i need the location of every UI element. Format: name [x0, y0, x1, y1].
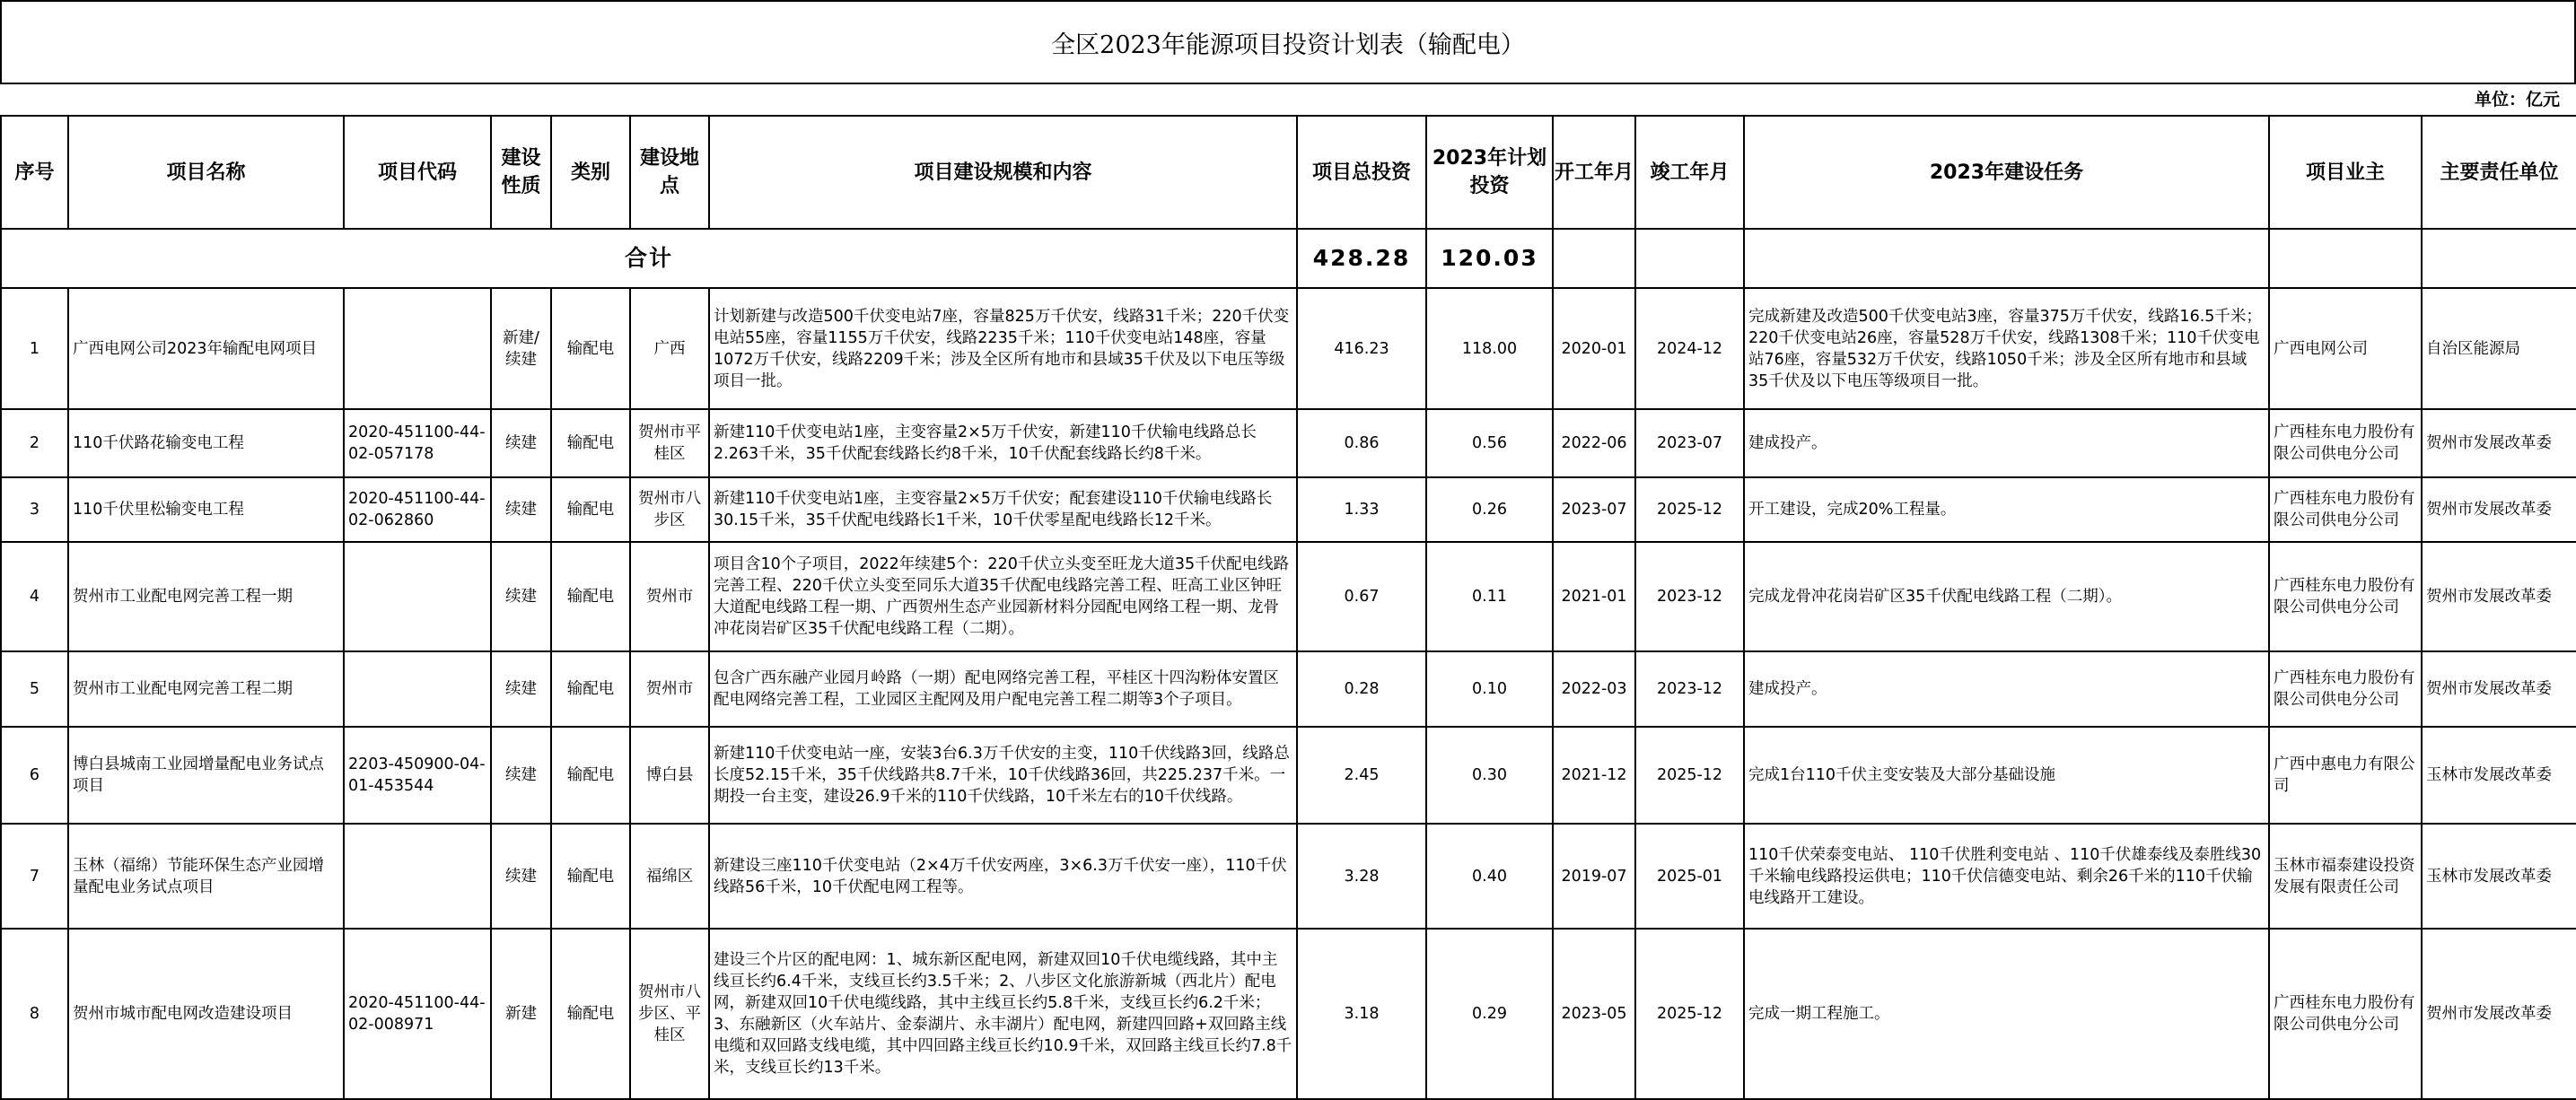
table-row [1, 288, 2576, 409]
cell-code: 2020-451100-44-02-057178 [344, 409, 491, 477]
cell-name: 广西电网公司2023年输配电网项目 [68, 288, 344, 409]
unit-label: 单位：亿元 [2474, 90, 2560, 109]
header-type: 类别 [551, 116, 630, 229]
cell-resp: 玉林市发展改革委 [2422, 727, 2576, 824]
table-row [1, 409, 2576, 477]
cell-seq: 6 [1, 727, 68, 824]
cell-start: 2020-01 [1553, 288, 1635, 409]
cell-name: 110千伏路花输变电工程 [68, 409, 344, 477]
total-invest-sum: 428.28 [1297, 229, 1426, 288]
cell-nature: 续建 [491, 409, 551, 477]
cell-seq: 2 [1, 409, 68, 477]
cell-scale: 新建110千伏变电站一座，安装3台6.3万千伏安的主变，110千伏线路3回，线路总长度52.15千米，35千伏线路共8.7千米，10千伏线路36回，共225.237千米。一期投一台主变，建设26.9千米的110千伏线路，10千米左右的10千伏线路。 [709, 727, 1297, 824]
cell-task-2023: 开工建设，完成20%工程量。 [1744, 477, 2269, 542]
cell-task-2023: 建成投产。 [1744, 651, 2269, 727]
cell-total-invest: 0.28 [1297, 651, 1426, 727]
cell-type: 输配电 [551, 651, 630, 727]
cell-name: 博白县城南工业园增量配电业务试点项目 [68, 727, 344, 824]
cell-plan-2023: 118.00 [1426, 288, 1553, 409]
header-name: 项目名称 [68, 116, 344, 229]
cell-task-2023: 完成龙骨冲花岗岩矿区35千伏配电线路工程（二期）。 [1744, 542, 2269, 651]
cell-owner: 广西桂东电力股份有限公司供电分公司 [2269, 929, 2422, 1099]
cell-location: 贺州市八步区、平桂区 [630, 929, 709, 1099]
cell-scale: 新建110千伏变电站1座，主变容量2×5万千伏安；配套建设110千伏输电线路长30.15千米，35千伏配电线路长1千米，10千伏零星配电线路长12千米。 [709, 477, 1297, 542]
header-total-invest: 项目总投资 [1297, 116, 1426, 229]
header-owner: 项目业主 [2269, 116, 2422, 229]
cell-code [344, 288, 491, 409]
cell-resp: 贺州市发展改革委 [2422, 651, 2576, 727]
cell-name: 贺州市工业配电网完善工程一期 [68, 542, 344, 651]
cell-plan-2023: 0.26 [1426, 477, 1553, 542]
cell-seq: 1 [1, 288, 68, 409]
header-code: 项目代码 [344, 116, 491, 229]
cell-plan-2023: 0.11 [1426, 542, 1553, 651]
cell-code: 2203-450900-04-01-453544 [344, 727, 491, 824]
table-row [1, 542, 2576, 651]
cell-owner: 广西桂东电力股份有限公司供电分公司 [2269, 542, 2422, 651]
cell-scale: 包含广西东融产业园月岭路（一期）配电网络完善工程，平桂区十四沟粉体安置区配电网络完善工程，工业园区主配网及用户配电完善工程二期等3个子项目。 [709, 651, 1297, 727]
cell-finish: 2023-12 [1635, 651, 1744, 727]
cell-seq: 5 [1, 651, 68, 727]
table-row [1, 929, 2576, 1099]
cell-scale: 新建110千伏变电站1座，主变容量2×5万千伏安，新建110千伏输电线路总长2.263千米，35千伏配套线路长约8千米，10千伏配套线路长约8千米。 [709, 409, 1297, 477]
cell-finish: 2025-12 [1635, 727, 1744, 824]
cell-start: 2022-03 [1553, 651, 1635, 727]
total-row [1, 229, 2576, 288]
cell-task-2023: 完成1台110千伏主变安装及大部分基础设施 [1744, 727, 2269, 824]
cell-resp: 贺州市发展改革委 [2422, 929, 2576, 1099]
header-row [1, 116, 2576, 229]
cell-total-invest: 3.28 [1297, 824, 1426, 929]
cell-plan-2023: 0.30 [1426, 727, 1553, 824]
cell-total-invest: 416.23 [1297, 288, 1426, 409]
cell-nature: 新建/续建 [491, 288, 551, 409]
cell-name: 贺州市城市配电网改造建设项目 [68, 929, 344, 1099]
cell-scale: 项目含10个子项目，2022年续建5个：220千伏立头变至旺龙大道35千伏配电线路完善工程、220千伏立头变至同乐大道35千伏配电线路完善工程、旺高工业区钟旺大道配电线路工程一期、广西贺州生态产业园新材料分园配电网络工程一期、龙骨冲花岗岩矿区35千伏配电线路工程（二期）。 [709, 542, 1297, 651]
cell-total-invest: 2.45 [1297, 727, 1426, 824]
cell-start: 2021-01 [1553, 542, 1635, 651]
header-seq: 序号 [1, 116, 68, 229]
cell-finish: 2023-07 [1635, 409, 1744, 477]
cell-location: 贺州市八步区 [630, 477, 709, 542]
cell-total-invest: 1.33 [1297, 477, 1426, 542]
cell-plan-2023: 0.10 [1426, 651, 1553, 727]
cell-name: 贺州市工业配电网完善工程二期 [68, 651, 344, 727]
cell-plan-2023: 0.56 [1426, 409, 1553, 477]
cell-type: 输配电 [551, 288, 630, 409]
cell-finish: 2025-12 [1635, 929, 1744, 1099]
cell-owner: 广西桂东电力股份有限公司供电分公司 [2269, 409, 2422, 477]
cell-name: 玉林（福绵）节能环保生态产业园增量配电业务试点项目 [68, 824, 344, 929]
cell-type: 输配电 [551, 824, 630, 929]
cell-scale: 建设三个片区的配电网：1、城东新区配电网，新建双回10千伏电缆线路，其中主线亘长约6.4千米，支线亘长约3.5千米；2、八步区文化旅游新城（西北片）配电网，新建双回10千伏电缆线路，其中主线亘长约5.8千米，支线亘长约6.2千米；3、东融新区（火车站片、金泰湖片、永丰湖片）配电网，新建四回路+双回路主线电缆和双回路支线电缆，其中四回路主线亘长约10.9千米，双回路主线亘长约7.8千米，支线亘长约13千米。 [709, 929, 1297, 1099]
cell-resp: 自治区能源局 [2422, 288, 2576, 409]
header-finish: 竣工年月 [1635, 116, 1744, 229]
header-nature: 建设性质 [491, 116, 551, 229]
cell-owner: 广西桂东电力股份有限公司供电分公司 [2269, 477, 2422, 542]
table-row [1, 651, 2576, 727]
cell-seq: 3 [1, 477, 68, 542]
table-row [1, 727, 2576, 824]
cell-resp: 玉林市发展改革委 [2422, 824, 2576, 929]
cell-resp: 贺州市发展改革委 [2422, 409, 2576, 477]
cell-seq: 7 [1, 824, 68, 929]
cell-type: 输配电 [551, 727, 630, 824]
cell-code [344, 542, 491, 651]
cell-nature: 续建 [491, 477, 551, 542]
cell-start: 2023-07 [1553, 477, 1635, 542]
cell-task-2023: 110千伏荣泰变电站、 110千伏胜利变电站 、110千伏雄泰线及泰胜线30千米输电线路投运供电；110千伏信德变电站、剩余26千米的110千伏输电线路开工建设。 [1744, 824, 2269, 929]
cell-location: 贺州市 [630, 542, 709, 651]
cell-start: 2023-05 [1553, 929, 1635, 1099]
header-plan-2023: 2023年计划投资 [1426, 116, 1553, 229]
cell-plan-2023: 0.40 [1426, 824, 1553, 929]
cell-nature: 续建 [491, 727, 551, 824]
cell-location: 贺州市 [630, 651, 709, 727]
cell-scale: 新建设三座110千伏变电站（2×4万千伏安两座，3×6.3万千伏安一座），110千伏线路56千米，10千伏配电网工程等。 [709, 824, 1297, 929]
cell-plan-2023: 0.29 [1426, 929, 1553, 1099]
cell-finish: 2024-12 [1635, 288, 1744, 409]
cell-location: 贺州市平桂区 [630, 409, 709, 477]
cell-finish: 2025-01 [1635, 824, 1744, 929]
cell-owner: 广西桂东电力股份有限公司供电分公司 [2269, 651, 2422, 727]
cell-task-2023: 完成新建及改造500千伏变电站3座，容量375万千伏安，线路16.5千米；220千伏变电站26座，容量528万千伏安，线路1308千米；110千伏变电站76座，容量532万千伏安，线路1050千米；涉及全区所有地市和县域35千伏及以下电压等级项目一批。 [1744, 288, 2269, 409]
cell-nature: 续建 [491, 824, 551, 929]
header-start: 开工年月 [1553, 116, 1635, 229]
cell-task-2023: 完成一期工程施工。 [1744, 929, 2269, 1099]
total-label: 合计 [1, 229, 1297, 288]
header-resp: 主要责任单位 [2422, 116, 2576, 229]
cell-location: 福绵区 [630, 824, 709, 929]
table-row [1, 824, 2576, 929]
project-table [0, 115, 2576, 1100]
cell-code: 2020-451100-44-02-008971 [344, 929, 491, 1099]
cell-finish: 2023-12 [1635, 542, 1744, 651]
cell-owner: 玉林市福泰建设投资发展有限责任公司 [2269, 824, 2422, 929]
cell-resp: 贺州市发展改革委 [2422, 477, 2576, 542]
cell-task-2023: 建成投产。 [1744, 409, 2269, 477]
header-task-2023: 2023年建设任务 [1744, 116, 2269, 229]
cell-type: 输配电 [551, 409, 630, 477]
table-row [1, 477, 2576, 542]
page-title: 全区2023年能源项目投资计划表（输配电） [0, 0, 2576, 84]
cell-location: 博白县 [630, 727, 709, 824]
cell-code [344, 651, 491, 727]
cell-code [344, 824, 491, 929]
cell-nature: 续建 [491, 651, 551, 727]
cell-code: 2020-451100-44-02-062860 [344, 477, 491, 542]
cell-total-invest: 0.86 [1297, 409, 1426, 477]
cell-total-invest: 3.18 [1297, 929, 1426, 1099]
total-plan-sum: 120.03 [1426, 229, 1553, 288]
cell-scale: 计划新建与改造500千伏变电站7座，容量825万千伏安，线路31千米；220千伏变电站55座，容量1155万千伏安，线路2235千米；110千伏变电站148座，容量1072万千伏安，线路2209千米；涉及全区所有地市和县域35千伏及以下电压等级项目一批。 [709, 288, 1297, 409]
cell-start: 2021-12 [1553, 727, 1635, 824]
cell-type: 输配电 [551, 542, 630, 651]
cell-start: 2019-07 [1553, 824, 1635, 929]
cell-location: 广西 [630, 288, 709, 409]
cell-total-invest: 0.67 [1297, 542, 1426, 651]
cell-seq: 8 [1, 929, 68, 1099]
cell-nature: 续建 [491, 542, 551, 651]
cell-resp: 贺州市发展改革委 [2422, 542, 2576, 651]
cell-start: 2022-06 [1553, 409, 1635, 477]
cell-name: 110千伏里松输变电工程 [68, 477, 344, 542]
cell-owner: 广西中惠电力有限公司 [2269, 727, 2422, 824]
cell-type: 输配电 [551, 477, 630, 542]
cell-owner: 广西电网公司 [2269, 288, 2422, 409]
header-scale: 项目建设规模和内容 [709, 116, 1297, 229]
cell-finish: 2025-12 [1635, 477, 1744, 542]
cell-type: 输配电 [551, 929, 630, 1099]
cell-nature: 新建 [491, 929, 551, 1099]
cell-seq: 4 [1, 542, 68, 651]
header-location: 建设地点 [630, 116, 709, 229]
